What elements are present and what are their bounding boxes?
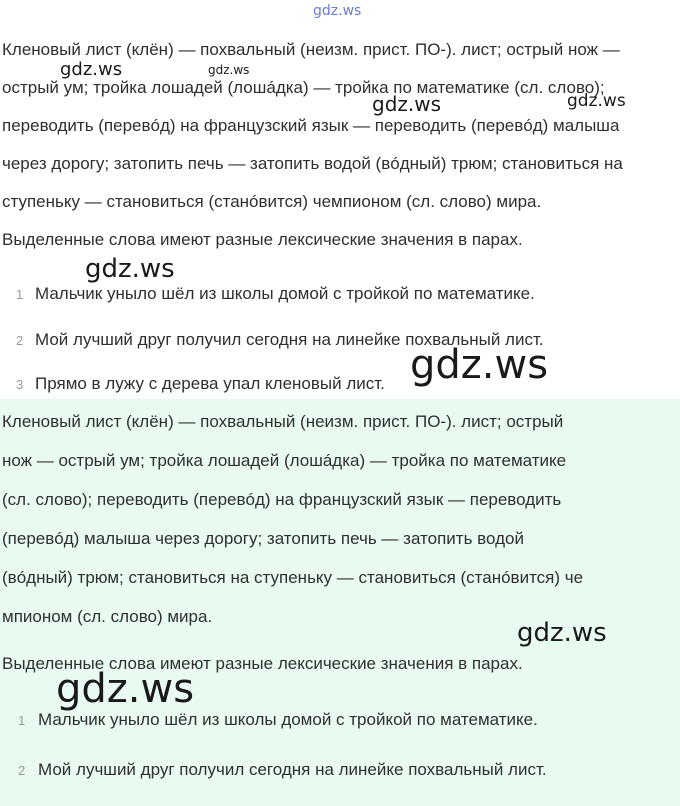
text-line: мпионом (сл. слово) мира. (2, 607, 213, 626)
text-line: через дорогу; затопить печь — затопить водой (вóдный) трюм; становиться на (2, 154, 623, 173)
list-number: 2 (18, 763, 26, 778)
list-item: Мой лучший друг получил сегодня на линейке похвальный лист. (35, 330, 544, 349)
text-line: Кленовый лист (клён) — похвальный (неизм. прист. ПО-). лист; острый (2, 412, 564, 431)
text-line: острый ум; тройка лошадей (лошáдка) — тройка по математике (сл. слово); (2, 78, 605, 97)
list-item: Мальчик уныло шёл из школы домой с тройкой по математике. (38, 710, 538, 729)
text-line: нож — острый ум; тройка лошадей (лошáдка) — тройка по математике (2, 451, 567, 470)
watermark: gdz.ws (410, 342, 549, 388)
text-line: (перевóд) малыша через дорогу; затопить печь — затопить водой (2, 529, 524, 548)
list-number: 2 (16, 333, 24, 348)
watermark: gdz.ws (313, 3, 362, 19)
summary-text: Выделенные слова имеют разные лексические значения в парах. (2, 654, 523, 673)
list-item: Мальчик уныло шёл из школы домой с тройкой по математике. (35, 284, 535, 303)
summary-text: Выделенные слова имеют разные лексические значения в парах. (2, 230, 523, 249)
watermark: gdz.ws (85, 254, 175, 284)
watermark: gdz.ws (208, 63, 250, 77)
watermark: gdz.ws (567, 91, 626, 111)
list-number: 1 (16, 287, 24, 302)
text-line: (сл. слово); переводить (перевóд) на французский язык — переводить (2, 490, 562, 509)
watermark: gdz.ws (60, 59, 123, 80)
watermark: gdz.ws (56, 666, 195, 712)
watermark: gdz.ws (372, 92, 442, 116)
list-number: 3 (16, 377, 24, 392)
text-line: (вóдный) трюм; становиться на ступеньку — становиться (станóвится) че (2, 568, 584, 587)
list-number: 1 (18, 713, 26, 728)
list-item: Мой лучший друг получил сегодня на линейке похвальный лист. (38, 760, 547, 779)
text-line: Кленовый лист (клён) — похвальный (неизм. прист. ПО-). лист; острый нож — (2, 40, 620, 59)
list-item: Прямо в лужу с дерева упал кленовый лист. (35, 374, 385, 393)
watermark: gdz.ws (517, 618, 607, 648)
text-line: переводить (перевóд) на французский язык — переводить (перевóд) малыша (2, 116, 620, 135)
text-line: ступеньку — становиться (станóвится) чемпионом (сл. слово) мира. (2, 192, 542, 211)
